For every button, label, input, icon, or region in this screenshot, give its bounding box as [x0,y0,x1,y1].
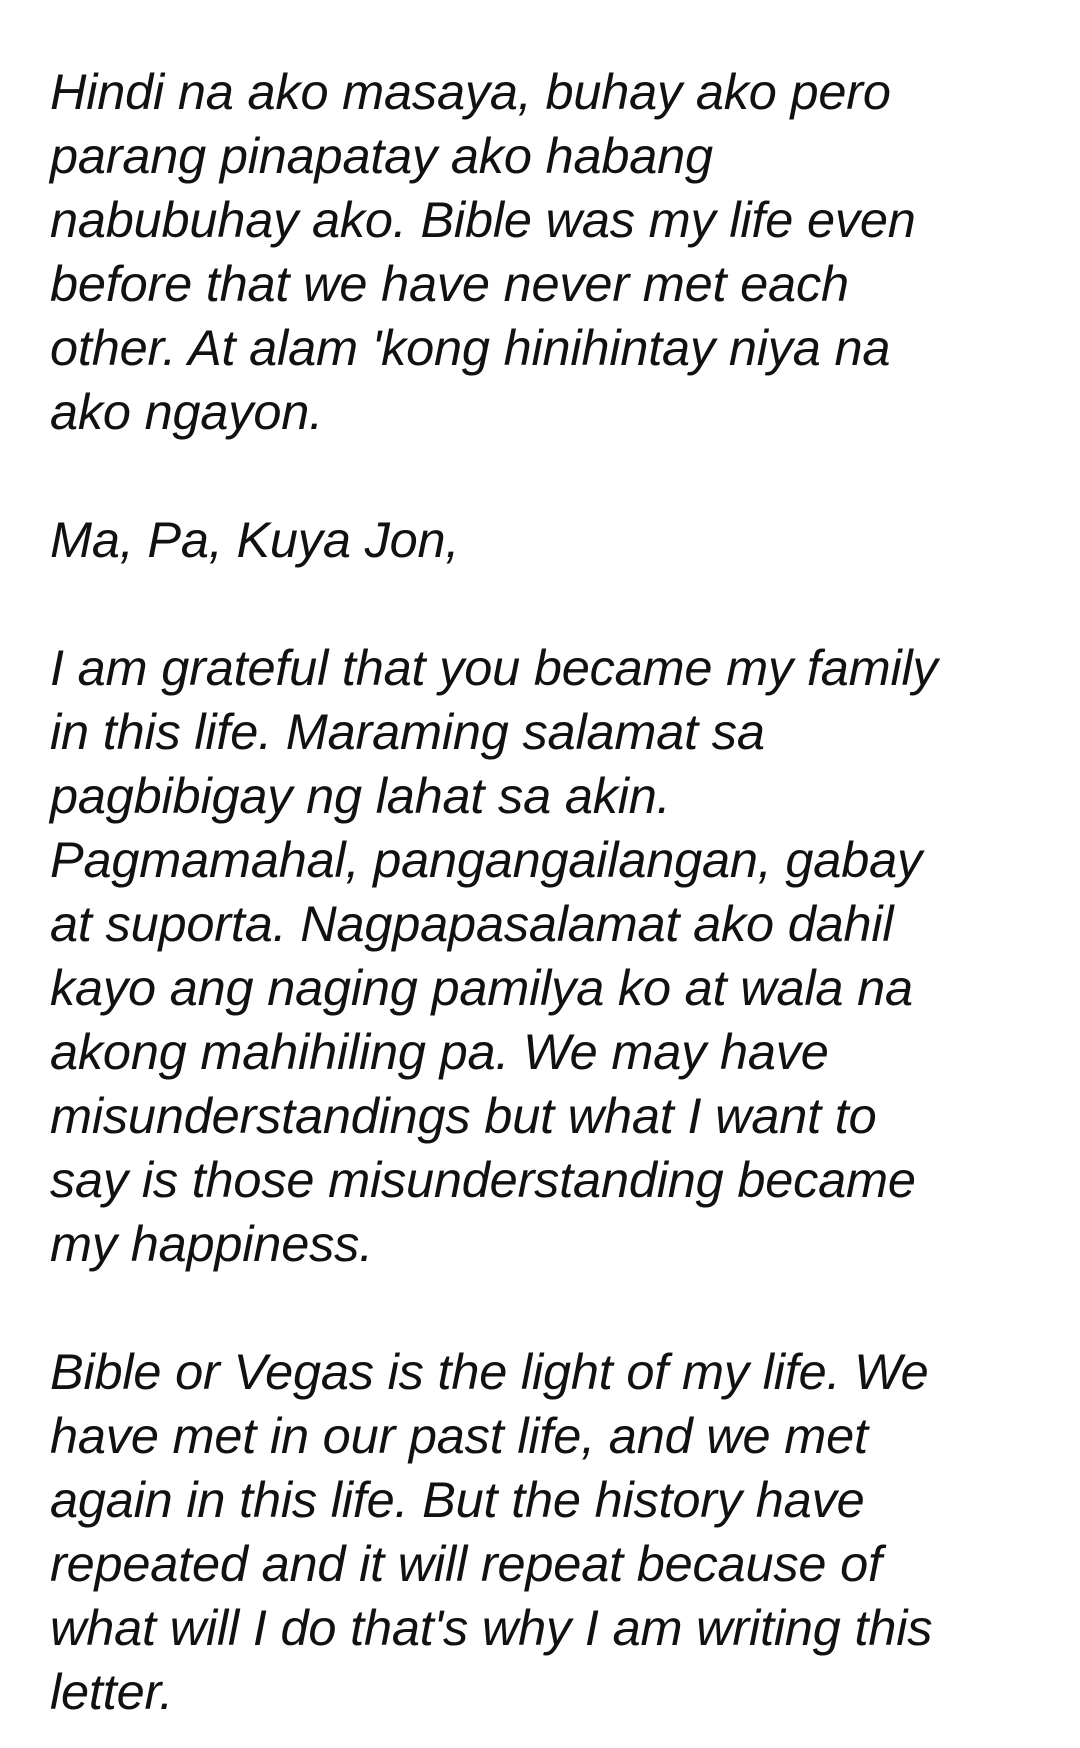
text-line: before that we have never met each [50,255,849,312]
text-line: I am grateful that you became my family [50,639,938,696]
text-line: other. At alam 'kong hinihintay niya na [50,319,891,376]
text-line: parang pinapatay ako habang [50,127,713,184]
text-line: Hindi na ako masaya, buhay ako pero [50,63,891,120]
text-line: in this life. Maraming salamat sa [50,703,765,760]
text-line: pagbibigay ng lahat sa akin. [50,767,671,824]
text-line: at suporta. Nagpapasalamat ako dahil [50,895,894,952]
text-line: kayo ang naging pamilya ko at wala na [50,959,913,1016]
text-line: letter. [50,1663,174,1720]
paragraph-bible [50,1340,1052,1724]
paragraph-family [50,636,1052,1276]
text-line: Ma, Pa, Kuya Jon, [50,511,460,568]
text-line: say is those misunderstanding became [50,1151,916,1208]
paragraph-salutation [50,508,1052,572]
letter-text [50,60,1052,1724]
paragraph-intro [50,60,1052,444]
text-line: repeated and it will repeat because of [50,1535,882,1592]
text-line: what will I do that's why I am writing this [50,1599,933,1656]
text-line: Pagmamahal, pangangailangan, gabay [50,831,923,888]
text-line: ako ngayon. [50,383,323,440]
text-line: misunderstandings but what I want to [50,1087,877,1144]
paragraph-gap [50,572,1052,636]
paragraph-gap [50,444,1052,508]
text-line: my happiness. [50,1215,374,1272]
text-line: akong mahihiling pa. We may have [50,1023,829,1080]
paragraph-gap [50,1276,1052,1340]
text-line: again in this life. But the history have [50,1471,865,1528]
text-line: nabubuhay ako. Bible was my life even [50,191,916,248]
text-line: have met in our past life, and we met [50,1407,868,1464]
text-line: Bible or Vegas is the light of my life. We [50,1343,929,1400]
